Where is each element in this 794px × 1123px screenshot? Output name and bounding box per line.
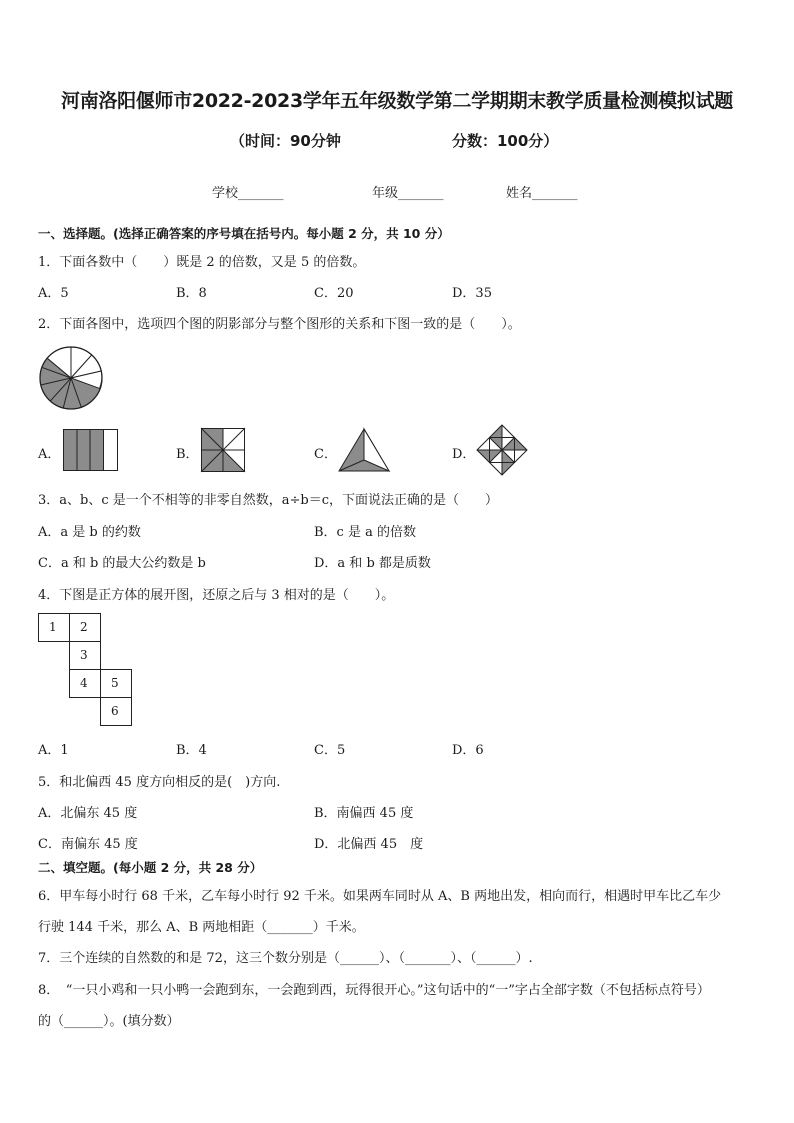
q5-option-b: B．南偏西 45 度 <box>314 806 414 821</box>
q2-option-b: B． <box>176 447 199 462</box>
q4-option-b: B．4 <box>176 743 207 758</box>
cube-net-cell: 6 <box>100 697 132 726</box>
q1-option-c: C．20 <box>314 286 354 301</box>
q8-line1: 8． “一只小鸡和一只小鸭一会跑到东，一会跑到西，玩得很开心。”这句话中的“一”字占全部字数（不包括标点符号） <box>38 983 710 998</box>
q2-option-b-square <box>201 428 245 472</box>
section1-heading: 一、选择题。(选择正确答案的序号填在括号内。每小题 2 分，共 10 分） <box>38 226 450 241</box>
q3-option-c: C．a 和 b 的最大公约数是 b <box>38 556 206 571</box>
q2-reference-circle <box>39 346 103 410</box>
exam-time: （时间：90分钟 <box>230 132 341 150</box>
q5-stem: 5．和北偏西 45 度方向相反的是( )方向. <box>38 775 281 790</box>
q3-option-a: A．a 是 b 的约数 <box>38 525 141 540</box>
page-title: 河南洛阳偃师市2022-2023学年五年级数学第二学期期末教学质量检测模拟试题 <box>61 90 733 112</box>
q2-option-a-rectangle <box>63 429 118 471</box>
q8-line2: 的（______）。(填分数） <box>38 1014 180 1029</box>
name-field: 姓名_______ <box>506 186 578 201</box>
q3-option-b: B．c 是 a 的倍数 <box>314 525 416 540</box>
q2-option-c: C． <box>314 447 337 462</box>
q2-stem: 2．下面各图中，选项四个图的阴影部分与整个图形的关系和下图一致的是（ ）。 <box>38 317 521 332</box>
q4-option-c: C．5 <box>314 743 346 758</box>
q3-stem: 3．a、b、c 是一个不相等的非零自然数，a÷b＝c，下面说法正确的是（ ） <box>38 493 499 508</box>
cube-net-cell: 4 <box>69 669 101 698</box>
cube-net-cell: 5 <box>100 669 132 698</box>
q7-stem: 7．三个连续的自然数的和是 72，这三个数分别是（______）、（_______）、（______）. <box>38 951 533 966</box>
q1-stem: 1．下面各数中（ ）既是 2 的倍数，又是 5 的倍数。 <box>38 255 366 270</box>
cube-net-cell: 3 <box>69 641 101 670</box>
q4-option-a: A．1 <box>38 743 69 758</box>
q6-line1: 6．甲车每小时行 68 千米，乙车每小时行 92 千米。如果两车同时从 A、B 两地出发，相向而行，相遇时甲车比乙车少 <box>38 889 722 904</box>
q4-option-d: D．6 <box>452 743 484 758</box>
exam-score: 分数：100分） <box>452 132 559 150</box>
q1-option-d: D．35 <box>452 286 492 301</box>
q5-option-d: D．北偏西 45 度 <box>314 837 424 852</box>
q3-option-d: D．a 和 b 都是质数 <box>314 556 431 571</box>
q2-option-a: A． <box>38 447 61 462</box>
q2-option-d-diamond <box>476 424 528 476</box>
q6-line2: 行驶 144 千米，那么 A、B 两地相距（_______）千米。 <box>38 920 365 935</box>
grade-field: 年级_______ <box>372 186 444 201</box>
q2-option-d: D． <box>452 447 476 462</box>
q1-option-a: A．5 <box>38 286 69 301</box>
q5-option-c: C．南偏东 45 度 <box>38 837 138 852</box>
section2-heading: 二、填空题。(每小题 2 分，共 28 分） <box>38 860 263 875</box>
q1-option-b: B．8 <box>176 286 207 301</box>
q4-stem: 4．下图是正方体的展开图，还原之后与 3 相对的是（ ）。 <box>38 588 395 603</box>
q2-option-c-triangle <box>338 428 390 472</box>
school-field: 学校_______ <box>212 186 284 201</box>
cube-net-cell: 1 <box>38 613 70 642</box>
cube-net-cell: 2 <box>69 613 101 642</box>
q5-option-a: A．北偏东 45 度 <box>38 806 138 821</box>
